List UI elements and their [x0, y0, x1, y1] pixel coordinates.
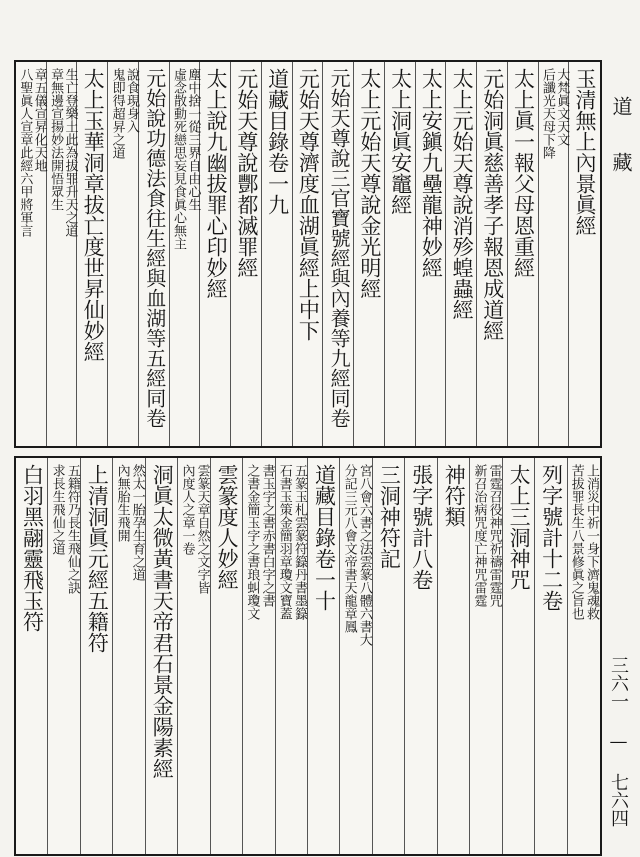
- upper-column: [538, 62, 570, 446]
- annotation-right: 雲篆天章自然之文字皆: [194, 464, 210, 594]
- column-text: 太上安鎭九壘龍神妙經: [419, 68, 444, 278]
- lower-column: [112, 458, 145, 854]
- annotation-right: 說食現身入: [123, 68, 139, 133]
- margin-title-char: 道: [609, 96, 633, 116]
- margin-page-number: 三六一 — 七六四: [608, 656, 629, 827]
- annotation-right: 生亡登樂土此為拔罪升天之道: [62, 68, 78, 237]
- annotation-left: 虛念散動死戀思妄見食眞心無主: [171, 68, 187, 250]
- margin-second-char: 藏: [609, 152, 633, 172]
- upper-column: [46, 62, 78, 446]
- lower-column: [145, 458, 178, 854]
- column-text: 道藏目錄卷一十: [312, 464, 337, 611]
- lower-column: [534, 458, 567, 854]
- upper-column: [568, 62, 600, 446]
- annotation-left: 分記三元八會文帝書天龍章鳳: [341, 464, 357, 633]
- upper-register: [14, 60, 602, 448]
- column-text: 太上玉華洞章拔亡度世昇仙妙經: [81, 68, 106, 362]
- lower-column: [339, 458, 372, 854]
- column-text: 太上眞一報父母恩重經: [511, 68, 536, 278]
- upper-column: [138, 62, 170, 446]
- annotation-right: 宮八會六書之法雲篆八體六書大: [356, 464, 372, 646]
- upper-column: [199, 62, 231, 446]
- upper-column: [507, 62, 539, 446]
- annotation-right: 章五儀宣昇化天地: [31, 68, 47, 172]
- column-text: 道藏目錄卷一九: [265, 68, 290, 215]
- column-text: 元始說功德法食往生經與血湖等五經同卷: [142, 68, 167, 428]
- lower-column: [404, 458, 437, 854]
- upper-column: [230, 62, 262, 446]
- upper-column: [322, 62, 354, 446]
- annotation-left: 之書金簡玉字之書琅虯瓊文: [244, 464, 260, 620]
- column-text: 元始天尊濟度血湖眞經上中下: [296, 68, 321, 341]
- column-text: 雲篆度人妙經: [215, 464, 240, 590]
- lower-column: [242, 458, 275, 854]
- upper-column: [16, 62, 47, 446]
- column-text: 元始天尊說三官寶號經與內養等九經同卷: [327, 68, 352, 428]
- lower-column: [307, 458, 340, 854]
- annotation-left: 內度人之章一卷: [179, 464, 195, 555]
- lower-column: [16, 458, 48, 854]
- lower-column: [567, 458, 600, 854]
- upper-column: [107, 62, 139, 446]
- upper-column: [445, 62, 477, 446]
- annotation-right: 書玉字之書赤書白字之書: [259, 464, 275, 607]
- column-text: 元始洞眞慈善孝子報恩成道經: [480, 68, 505, 341]
- annotation-right: 五篆玉札雲篆符籙丹書墨籙: [292, 464, 307, 620]
- lower-column: [275, 458, 308, 854]
- column-text: 太上元始天尊說消殄蝗蟲經: [450, 68, 475, 320]
- upper-column: [261, 62, 293, 446]
- annotation-right: 上消災中祈一身下濟鬼魂救: [584, 464, 599, 620]
- lower-column: [80, 458, 113, 854]
- annotation-left: 內無胎生飛開: [114, 464, 130, 542]
- lower-column: [437, 458, 470, 854]
- annotation-left: 石書玉策金簡羽章瓊文寶蓋: [276, 464, 292, 620]
- lower-column: [47, 458, 80, 854]
- column-text: 洞眞太微黃書天帝君石景金陽素經: [150, 464, 175, 779]
- annotation-left: 新召治病咒度亡神咒雷霆: [471, 464, 487, 607]
- annotation-left: 苦拔罪長生八景修眞之旨也: [568, 464, 584, 620]
- lower-column: [469, 458, 502, 854]
- column-text: 白羽黑翮靈飛玉符: [20, 464, 45, 632]
- column-text: 元始天尊說酆都滅罪經: [234, 68, 259, 278]
- upper-column: [353, 62, 385, 446]
- upper-column: [292, 62, 324, 446]
- column-text: 太上元始天尊說金光明經: [357, 68, 382, 299]
- lower-column: [372, 458, 405, 854]
- lower-column: [502, 458, 535, 854]
- upper-column: [415, 62, 447, 446]
- annotation-left: 八聖眞人宣章此經六甲將軍言: [17, 68, 33, 237]
- annotation-left: 鬼即得超昇之道: [109, 68, 125, 159]
- column-text: 太上說九幽拔罪心印妙經: [204, 68, 229, 299]
- column-text: 列字號計十二卷: [539, 464, 564, 611]
- annotation-right: 塵中捨一從三界自由心生: [185, 68, 201, 211]
- annotation-right: 五籍符乃長生飛仙之訣: [64, 464, 80, 594]
- upper-column: [76, 62, 108, 446]
- column-text: 玉清無上內景眞經: [573, 68, 597, 236]
- annotation-left: 章無邊宣揚妙法開悟眾生: [48, 68, 64, 211]
- upper-column: [476, 62, 508, 446]
- annotation-right: 雷霆召役神咒祈禱雷霆咒: [486, 464, 502, 607]
- column-text: 張字號計八卷: [409, 464, 434, 590]
- column-text: 太上三洞神咒: [507, 464, 532, 590]
- annotation-right: 然太一胎孕生育之道: [129, 464, 145, 581]
- lower-register: [14, 456, 602, 856]
- annotation-left: 求長生飛仙之道: [49, 464, 65, 555]
- column-text: 三洞神符記: [377, 464, 402, 569]
- column-text: 太上洞眞安竈經: [388, 68, 413, 215]
- annotation-left: 后讖光天母下降: [539, 68, 555, 159]
- lower-column: [177, 458, 210, 854]
- column-text: 上清洞眞元經五籍符: [85, 464, 110, 653]
- lower-column: [210, 458, 243, 854]
- upper-column: [384, 62, 416, 446]
- upper-column: [169, 62, 201, 446]
- annotation-right: 大梵眞文天文: [554, 68, 570, 146]
- column-text: 神符類: [442, 464, 467, 527]
